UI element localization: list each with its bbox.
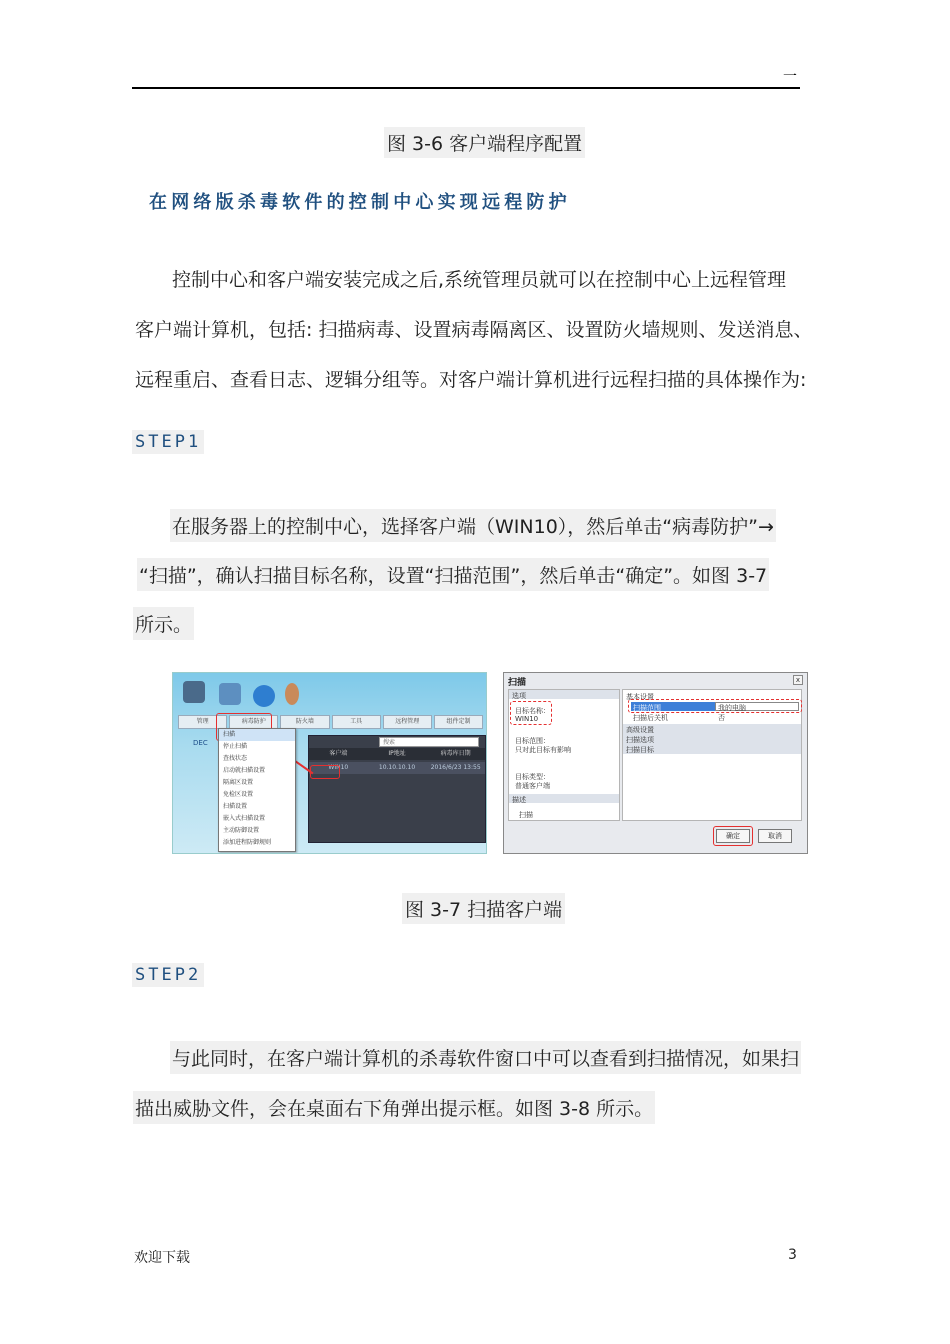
network-icon: [219, 683, 241, 705]
scan-scope-value: 我的电脑: [718, 704, 746, 712]
close-icon[interactable]: x: [793, 675, 803, 685]
col-date: 病毒库日期: [440, 750, 471, 757]
highlight-target: [510, 701, 552, 725]
menu-item[interactable]: 添加进程防御规则: [223, 839, 272, 846]
cancel-button[interactable]: 取消: [758, 829, 792, 843]
tab-manage[interactable]: 管理: [178, 715, 227, 729]
shutdown-value: 否: [718, 714, 725, 722]
target-label: 目标名称：: [515, 707, 550, 715]
tab-remote[interactable]: 远程管理: [383, 715, 432, 729]
cell-ip: 10.10.10.10: [378, 764, 416, 771]
highlight-ok: [713, 826, 753, 846]
item-scan-options[interactable]: 扫描选项: [626, 736, 654, 744]
step1-line-1: 在服务器上的控制中心，选择客户端（WIN10），然后单击“病毒防护”→: [170, 509, 776, 542]
step1-label: STEP1: [132, 430, 204, 454]
computer-icon: [183, 681, 205, 703]
description-value: 扫描: [519, 811, 533, 819]
group-basic: 基本设置: [626, 693, 654, 701]
scope-label: 目标范围：: [515, 737, 550, 745]
menu-item[interactable]: 扫描设置: [223, 803, 248, 810]
menu-item[interactable]: 嵌入式扫描设置: [223, 815, 266, 822]
scan-scope-label: 扫描范围: [633, 704, 661, 712]
step2-line-1: 与此同时，在客户端计算机的杀毒软件窗口中可以查看到扫描情况，如果扫: [170, 1041, 801, 1074]
menu-item[interactable]: 查找状态: [223, 755, 248, 762]
menu-item[interactable]: 主动防御设置: [223, 827, 260, 834]
highlight-win10: [310, 765, 340, 779]
menu-item[interactable]: 停止扫描: [223, 743, 248, 750]
target-value: WIN10: [515, 715, 539, 723]
menu-item[interactable]: 启动就扫描设置: [223, 767, 266, 774]
control-center-screenshot: [172, 672, 487, 854]
intro-line-1: 控制中心和客户端安装完成之后,系统管理员就可以在控制中心上远程管理: [172, 269, 787, 291]
scan-dialog-screenshot: [503, 672, 808, 854]
globe-icon: [253, 685, 275, 707]
user-icon: [285, 683, 299, 705]
item-scan-targets[interactable]: 扫描目标: [626, 746, 654, 754]
footer-text: 欢迎下载: [134, 1250, 190, 1266]
intro-line-2: 客户端计算机，包括: 扫描病毒、设置病毒隔离区、设置防火墙规则、发送消息、: [135, 319, 813, 341]
menu-item[interactable]: 隔离区设置: [223, 779, 254, 786]
page-number: 3: [788, 1247, 797, 1263]
client-grid: [308, 735, 486, 843]
cell-client: WIN10: [328, 764, 349, 771]
col-client: 客户端: [329, 750, 348, 757]
tree-item[interactable]: DEC: [193, 739, 208, 747]
highlight-scope: [628, 699, 802, 713]
header-mark: 一: [783, 69, 797, 85]
search-input[interactable]: 搜索: [379, 737, 479, 747]
header-rule: [132, 87, 800, 89]
shutdown-label: 扫描后关机: [633, 714, 668, 722]
grid-header: [309, 748, 485, 760]
scope-value: 只对此目标有影响: [515, 746, 571, 754]
cell-date: 2016/6/23 13:55: [430, 764, 481, 771]
tab-firewall[interactable]: 防火墙: [280, 715, 329, 729]
tab-components[interactable]: 组件定制: [434, 715, 483, 729]
step1-line-3: 所示。: [133, 607, 194, 640]
ok-button[interactable]: 确定: [716, 829, 750, 843]
section-description: 描述: [512, 796, 526, 804]
figure-3-6-caption: 图 3-6 客户端程序配置: [384, 127, 585, 158]
figure-3-7-caption: 图 3-7 扫描客户端: [402, 893, 565, 924]
type-value: 普通客户端: [515, 782, 550, 790]
virus-menu: [218, 728, 296, 852]
menu-item[interactable]: 免检区设置: [223, 791, 254, 798]
intro-line-3: 远程重启、查看日志、逻辑分组等。对客户端计算机进行远程扫描的具体操作为:: [135, 369, 807, 391]
section-subtitle: 在网络版杀毒软件的控制中心实现远程防护: [149, 192, 571, 213]
type-label: 目标类型：: [515, 773, 550, 781]
figure-3-7: [172, 672, 808, 872]
step2-line-2: 描出威胁文件，会在桌面右下角弹出提示框。如图 3-8 所示。: [133, 1091, 655, 1124]
step1-line-2: “扫描”，确认扫描目标名称，设置“扫描范围”，然后单击“确定”。如图 3-7: [137, 558, 769, 591]
step2-label: STEP2: [132, 963, 204, 987]
menu-item-scan[interactable]: 扫描: [219, 729, 295, 741]
tab-tools[interactable]: 工具: [332, 715, 381, 729]
item-advanced[interactable]: 高级设置: [626, 726, 654, 734]
dialog-title: 扫描: [508, 678, 527, 688]
col-ip: IP地址: [388, 750, 406, 757]
tab-virus-protection[interactable]: 病毒防护: [229, 715, 278, 729]
section-options: 选项: [512, 692, 526, 700]
